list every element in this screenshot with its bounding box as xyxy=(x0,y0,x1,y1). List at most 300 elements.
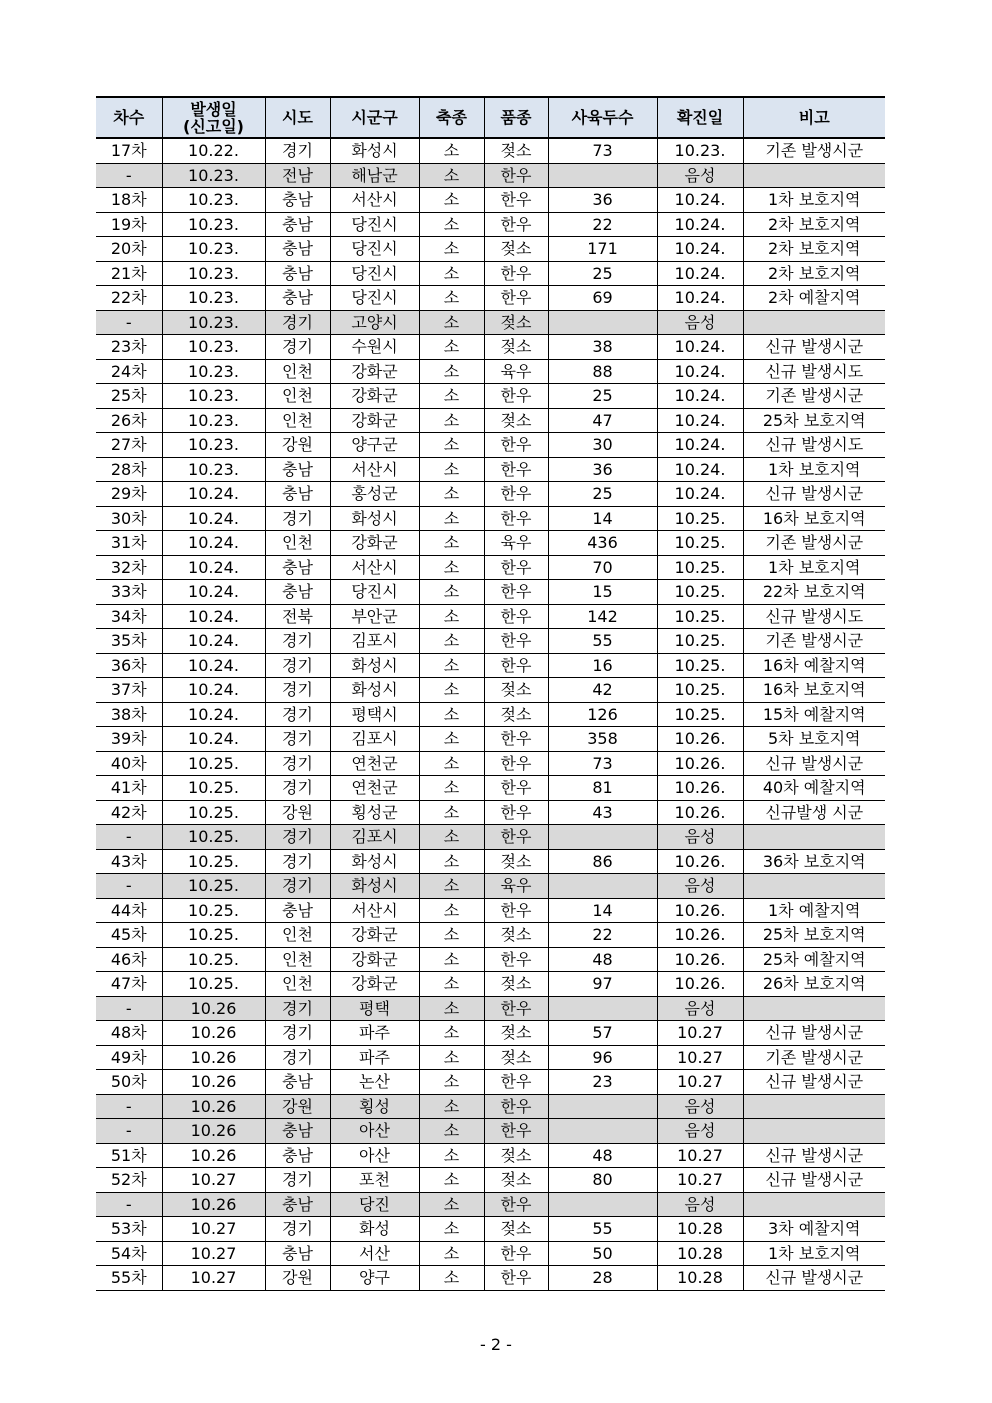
cell-onset-date: 10.23. xyxy=(162,163,265,188)
cell-head-count xyxy=(548,1119,657,1144)
cell-breed: 젖소 xyxy=(484,923,548,948)
header-province: 시도 xyxy=(265,97,330,138)
cell-province: 충남 xyxy=(265,237,330,262)
cell-breed: 젖소 xyxy=(484,408,548,433)
cell-head-count: 81 xyxy=(548,776,657,801)
cell-onset-date: 10.25. xyxy=(162,947,265,972)
cell-round: 44차 xyxy=(96,898,162,923)
cell-onset-date: 10.24. xyxy=(162,678,265,703)
cell-district: 당진시 xyxy=(330,237,419,262)
cell-confirm-date: 음성 xyxy=(657,874,743,899)
cell-breed: 젖소 xyxy=(484,1021,548,1046)
cell-breed: 한우 xyxy=(484,457,548,482)
header-onset-date: 발생일 (신고일) xyxy=(162,97,265,138)
cell-round: 50차 xyxy=(96,1070,162,1095)
cell-district: 논산 xyxy=(330,1070,419,1095)
cell-remarks: 신규 발생시군 xyxy=(743,482,885,507)
cell-remarks: 1차 보호지역 xyxy=(743,188,885,213)
cell-breed: 육우 xyxy=(484,359,548,384)
table-row xyxy=(96,188,885,213)
cell-onset-date: 10.26 xyxy=(162,1143,265,1168)
cell-district: 화성 xyxy=(330,1217,419,1242)
cell-species: 소 xyxy=(419,1217,484,1242)
cell-confirm-date: 10.25. xyxy=(657,653,743,678)
table-row xyxy=(96,996,885,1021)
cell-species: 소 xyxy=(419,555,484,580)
cell-species: 소 xyxy=(419,1021,484,1046)
cell-head-count: 48 xyxy=(548,947,657,972)
cell-onset-date: 10.24. xyxy=(162,482,265,507)
cell-breed: 젖소 xyxy=(484,237,548,262)
cell-species: 소 xyxy=(419,972,484,997)
table-body xyxy=(96,138,885,1290)
cell-onset-date: 10.23. xyxy=(162,384,265,409)
cell-round: 45차 xyxy=(96,923,162,948)
cell-head-count: 358 xyxy=(548,727,657,752)
cell-onset-date: 10.25. xyxy=(162,923,265,948)
cell-province: 충남 xyxy=(265,580,330,605)
cell-head-count: 171 xyxy=(548,237,657,262)
cell-head-count xyxy=(548,310,657,335)
cell-head-count: 73 xyxy=(548,751,657,776)
cell-confirm-date: 10.26. xyxy=(657,727,743,752)
cell-species: 소 xyxy=(419,433,484,458)
cell-breed: 한우 xyxy=(484,604,548,629)
cell-province: 경기 xyxy=(265,506,330,531)
cell-confirm-date: 10.24. xyxy=(657,261,743,286)
cell-district: 강화군 xyxy=(330,531,419,556)
cell-breed: 한우 xyxy=(484,751,548,776)
cell-breed: 한우 xyxy=(484,947,548,972)
cell-head-count xyxy=(548,1094,657,1119)
cell-confirm-date: 10.25. xyxy=(657,506,743,531)
cell-round: 36차 xyxy=(96,653,162,678)
table-row xyxy=(96,1192,885,1217)
cell-confirm-date: 10.25. xyxy=(657,555,743,580)
table-row xyxy=(96,1070,885,1095)
cell-confirm-date: 10.26. xyxy=(657,849,743,874)
cell-head-count: 55 xyxy=(548,629,657,654)
cell-species: 소 xyxy=(419,1168,484,1193)
cell-round: 21차 xyxy=(96,261,162,286)
header-species: 축종 xyxy=(419,97,484,138)
cell-confirm-date: 음성 xyxy=(657,310,743,335)
cell-breed: 젖소 xyxy=(484,1143,548,1168)
header-remarks: 비고 xyxy=(743,97,885,138)
table-row xyxy=(96,1045,885,1070)
cell-province: 경기 xyxy=(265,727,330,752)
cell-province: 강원 xyxy=(265,1266,330,1291)
cell-breed: 한우 xyxy=(484,629,548,654)
cell-head-count: 14 xyxy=(548,506,657,531)
cell-round: 37차 xyxy=(96,678,162,703)
cell-province: 충남 xyxy=(265,188,330,213)
cell-confirm-date: 10.26. xyxy=(657,776,743,801)
table-row xyxy=(96,1217,885,1242)
cell-species: 소 xyxy=(419,237,484,262)
cell-remarks: 1차 보호지역 xyxy=(743,555,885,580)
cell-onset-date: 10.26 xyxy=(162,1119,265,1144)
cell-remarks: 16차 보호지역 xyxy=(743,678,885,703)
cell-round: 32차 xyxy=(96,555,162,580)
cell-onset-date: 10.26 xyxy=(162,1045,265,1070)
cell-district: 화성시 xyxy=(330,678,419,703)
cell-district: 김포시 xyxy=(330,825,419,850)
cell-remarks: 2차 보호지역 xyxy=(743,237,885,262)
cell-district: 연천군 xyxy=(330,776,419,801)
cell-remarks xyxy=(743,874,885,899)
cell-remarks: 1차 예찰지역 xyxy=(743,898,885,923)
cell-province: 강원 xyxy=(265,800,330,825)
cell-species: 소 xyxy=(419,261,484,286)
cell-district: 홍성군 xyxy=(330,482,419,507)
cell-confirm-date: 10.24. xyxy=(657,359,743,384)
cell-district: 당진시 xyxy=(330,261,419,286)
cell-species: 소 xyxy=(419,359,484,384)
cell-remarks: 16차 보호지역 xyxy=(743,506,885,531)
cell-round: 52차 xyxy=(96,1168,162,1193)
cell-district: 평택 xyxy=(330,996,419,1021)
outbreak-table xyxy=(96,96,885,1291)
cell-province: 충남 xyxy=(265,1192,330,1217)
cell-remarks xyxy=(743,825,885,850)
cell-onset-date: 10.25. xyxy=(162,825,265,850)
cell-round: 20차 xyxy=(96,237,162,262)
cell-remarks xyxy=(743,163,885,188)
cell-round: - xyxy=(96,1094,162,1119)
cell-remarks: 신규 발생시군 xyxy=(743,1266,885,1291)
cell-round: 27차 xyxy=(96,433,162,458)
cell-round: 41차 xyxy=(96,776,162,801)
cell-onset-date: 10.24. xyxy=(162,531,265,556)
cell-province: 충남 xyxy=(265,1119,330,1144)
cell-district: 연천군 xyxy=(330,751,419,776)
cell-remarks: 25차 보호지역 xyxy=(743,923,885,948)
cell-breed: 한우 xyxy=(484,1070,548,1095)
table-row xyxy=(96,1094,885,1119)
cell-confirm-date: 10.23. xyxy=(657,138,743,163)
cell-province: 경기 xyxy=(265,776,330,801)
cell-confirm-date: 10.25. xyxy=(657,580,743,605)
table-row xyxy=(96,335,885,360)
cell-province: 충남 xyxy=(265,261,330,286)
cell-remarks: 신규 발생시도 xyxy=(743,359,885,384)
cell-onset-date: 10.25. xyxy=(162,776,265,801)
table-row xyxy=(96,923,885,948)
cell-breed: 한우 xyxy=(484,898,548,923)
cell-round: 35차 xyxy=(96,629,162,654)
table-row xyxy=(96,138,885,163)
cell-remarks: 신규 발생시군 xyxy=(743,1143,885,1168)
cell-species: 소 xyxy=(419,923,484,948)
cell-remarks: 신규 발생시군 xyxy=(743,1168,885,1193)
cell-breed: 젖소 xyxy=(484,310,548,335)
cell-head-count: 25 xyxy=(548,384,657,409)
cell-head-count: 86 xyxy=(548,849,657,874)
cell-head-count: 97 xyxy=(548,972,657,997)
cell-district: 포천 xyxy=(330,1168,419,1193)
cell-head-count: 55 xyxy=(548,1217,657,1242)
cell-district: 횡성군 xyxy=(330,800,419,825)
cell-confirm-date: 음성 xyxy=(657,1119,743,1144)
cell-province: 충남 xyxy=(265,898,330,923)
cell-remarks: 2차 보호지역 xyxy=(743,261,885,286)
table-row xyxy=(96,212,885,237)
cell-province: 강원 xyxy=(265,1094,330,1119)
cell-confirm-date: 10.27 xyxy=(657,1021,743,1046)
table-row xyxy=(96,653,885,678)
cell-province: 충남 xyxy=(265,212,330,237)
table-row xyxy=(96,359,885,384)
cell-round: 31차 xyxy=(96,531,162,556)
cell-confirm-date: 10.24. xyxy=(657,212,743,237)
cell-head-count: 25 xyxy=(548,261,657,286)
table-row xyxy=(96,947,885,972)
cell-onset-date: 10.22. xyxy=(162,138,265,163)
cell-province: 경기 xyxy=(265,849,330,874)
cell-onset-date: 10.25. xyxy=(162,849,265,874)
cell-province: 경기 xyxy=(265,1168,330,1193)
table-row xyxy=(96,433,885,458)
cell-confirm-date: 10.26. xyxy=(657,751,743,776)
table-row xyxy=(96,237,885,262)
cell-confirm-date: 10.28 xyxy=(657,1217,743,1242)
cell-head-count: 126 xyxy=(548,702,657,727)
cell-province: 경기 xyxy=(265,335,330,360)
cell-confirm-date: 10.27 xyxy=(657,1143,743,1168)
cell-head-count: 48 xyxy=(548,1143,657,1168)
cell-breed: 한우 xyxy=(484,188,548,213)
cell-breed: 한우 xyxy=(484,1094,548,1119)
cell-head-count xyxy=(548,996,657,1021)
cell-remarks: 2차 예찰지역 xyxy=(743,286,885,311)
cell-district: 화성시 xyxy=(330,874,419,899)
cell-district: 파주 xyxy=(330,1045,419,1070)
cell-species: 소 xyxy=(419,286,484,311)
cell-province: 인천 xyxy=(265,923,330,948)
cell-confirm-date: 음성 xyxy=(657,1192,743,1217)
cell-remarks xyxy=(743,1094,885,1119)
cell-breed: 한우 xyxy=(484,1266,548,1291)
table-row xyxy=(96,1266,885,1291)
cell-confirm-date: 10.26. xyxy=(657,898,743,923)
table-row xyxy=(96,384,885,409)
cell-confirm-date: 음성 xyxy=(657,163,743,188)
cell-remarks: 40차 예찰지역 xyxy=(743,776,885,801)
cell-round: 39차 xyxy=(96,727,162,752)
cell-province: 충남 xyxy=(265,1241,330,1266)
cell-round: 34차 xyxy=(96,604,162,629)
cell-confirm-date: 10.24. xyxy=(657,433,743,458)
cell-confirm-date: 10.24. xyxy=(657,482,743,507)
cell-species: 소 xyxy=(419,1119,484,1144)
cell-district: 서산 xyxy=(330,1241,419,1266)
cell-round: - xyxy=(96,874,162,899)
cell-onset-date: 10.27 xyxy=(162,1168,265,1193)
cell-breed: 한우 xyxy=(484,653,548,678)
cell-head-count: 142 xyxy=(548,604,657,629)
cell-round: 30차 xyxy=(96,506,162,531)
cell-remarks: 26차 보호지역 xyxy=(743,972,885,997)
cell-district: 강화군 xyxy=(330,947,419,972)
cell-district: 부안군 xyxy=(330,604,419,629)
table-row xyxy=(96,163,885,188)
cell-breed: 한우 xyxy=(484,580,548,605)
cell-head-count: 70 xyxy=(548,555,657,580)
cell-province: 전북 xyxy=(265,604,330,629)
cell-head-count: 69 xyxy=(548,286,657,311)
cell-breed: 젖소 xyxy=(484,1168,548,1193)
cell-head-count: 88 xyxy=(548,359,657,384)
cell-remarks: 3차 예찰지역 xyxy=(743,1217,885,1242)
cell-species: 소 xyxy=(419,996,484,1021)
cell-species: 소 xyxy=(419,138,484,163)
cell-breed: 젖소 xyxy=(484,335,548,360)
cell-onset-date: 10.25. xyxy=(162,874,265,899)
cell-species: 소 xyxy=(419,1241,484,1266)
cell-head-count: 15 xyxy=(548,580,657,605)
cell-district: 양구군 xyxy=(330,433,419,458)
cell-species: 소 xyxy=(419,580,484,605)
cell-remarks: 신규발생 시군 xyxy=(743,800,885,825)
cell-confirm-date: 10.25. xyxy=(657,702,743,727)
cell-district: 해남군 xyxy=(330,163,419,188)
cell-round: 42차 xyxy=(96,800,162,825)
cell-remarks: 16차 예찰지역 xyxy=(743,653,885,678)
cell-province: 충남 xyxy=(265,1070,330,1095)
table-row xyxy=(96,702,885,727)
cell-species: 소 xyxy=(419,898,484,923)
header-head-count: 사육두수 xyxy=(548,97,657,138)
cell-head-count: 36 xyxy=(548,188,657,213)
cell-district: 고양시 xyxy=(330,310,419,335)
cell-species: 소 xyxy=(419,604,484,629)
cell-remarks: 1차 보호지역 xyxy=(743,457,885,482)
cell-district: 수원시 xyxy=(330,335,419,360)
cell-head-count: 47 xyxy=(548,408,657,433)
cell-head-count: 57 xyxy=(548,1021,657,1046)
table-row xyxy=(96,506,885,531)
table-row xyxy=(96,1143,885,1168)
cell-onset-date: 10.23. xyxy=(162,188,265,213)
cell-head-count xyxy=(548,1192,657,1217)
cell-district: 서산시 xyxy=(330,188,419,213)
cell-head-count: 36 xyxy=(548,457,657,482)
cell-head-count: 30 xyxy=(548,433,657,458)
cell-district: 양구 xyxy=(330,1266,419,1291)
cell-breed: 한우 xyxy=(484,825,548,850)
cell-remarks xyxy=(743,1192,885,1217)
cell-species: 소 xyxy=(419,384,484,409)
cell-head-count: 28 xyxy=(548,1266,657,1291)
cell-onset-date: 10.24. xyxy=(162,653,265,678)
cell-onset-date: 10.26 xyxy=(162,1094,265,1119)
header-round: 차수 xyxy=(96,97,162,138)
cell-head-count: 42 xyxy=(548,678,657,703)
cell-onset-date: 10.27 xyxy=(162,1266,265,1291)
cell-district: 강화군 xyxy=(330,972,419,997)
table-row xyxy=(96,310,885,335)
cell-onset-date: 10.23. xyxy=(162,310,265,335)
table-row xyxy=(96,751,885,776)
cell-confirm-date: 10.26. xyxy=(657,923,743,948)
cell-head-count xyxy=(548,825,657,850)
cell-round: 22차 xyxy=(96,286,162,311)
cell-species: 소 xyxy=(419,776,484,801)
cell-onset-date: 10.23. xyxy=(162,335,265,360)
cell-species: 소 xyxy=(419,1143,484,1168)
cell-province: 인천 xyxy=(265,408,330,433)
cell-species: 소 xyxy=(419,335,484,360)
cell-district: 서산시 xyxy=(330,898,419,923)
cell-remarks: 36차 보호지역 xyxy=(743,849,885,874)
cell-species: 소 xyxy=(419,629,484,654)
cell-round: - xyxy=(96,1119,162,1144)
cell-round: - xyxy=(96,310,162,335)
cell-confirm-date: 10.24. xyxy=(657,384,743,409)
cell-district: 서산시 xyxy=(330,457,419,482)
cell-province: 경기 xyxy=(265,678,330,703)
cell-round: 23차 xyxy=(96,335,162,360)
cell-round: 51차 xyxy=(96,1143,162,1168)
cell-confirm-date: 10.26. xyxy=(657,972,743,997)
cell-province: 인천 xyxy=(265,384,330,409)
cell-province: 인천 xyxy=(265,359,330,384)
cell-district: 평택시 xyxy=(330,702,419,727)
cell-breed: 한우 xyxy=(484,727,548,752)
cell-round: 43차 xyxy=(96,849,162,874)
cell-breed: 육우 xyxy=(484,531,548,556)
cell-onset-date: 10.23. xyxy=(162,261,265,286)
cell-breed: 한우 xyxy=(484,482,548,507)
cell-species: 소 xyxy=(419,212,484,237)
cell-species: 소 xyxy=(419,506,484,531)
cell-remarks: 신규 발생시군 xyxy=(743,751,885,776)
cell-remarks: 신규 발생시군 xyxy=(743,1021,885,1046)
cell-round: - xyxy=(96,163,162,188)
cell-round: - xyxy=(96,1192,162,1217)
cell-remarks: 기존 발생시군 xyxy=(743,384,885,409)
table-row xyxy=(96,678,885,703)
cell-province: 경기 xyxy=(265,702,330,727)
cell-district: 당진 xyxy=(330,1192,419,1217)
cell-species: 소 xyxy=(419,1045,484,1070)
cell-onset-date: 10.26 xyxy=(162,996,265,1021)
page-number: - 2 - xyxy=(480,1335,512,1354)
cell-round: 29차 xyxy=(96,482,162,507)
cell-province: 경기 xyxy=(265,1045,330,1070)
cell-round: 19차 xyxy=(96,212,162,237)
table-row xyxy=(96,1021,885,1046)
cell-onset-date: 10.25. xyxy=(162,800,265,825)
cell-species: 소 xyxy=(419,849,484,874)
table-row xyxy=(96,972,885,997)
cell-species: 소 xyxy=(419,1094,484,1119)
cell-head-count: 22 xyxy=(548,212,657,237)
cell-province: 충남 xyxy=(265,457,330,482)
cell-confirm-date: 10.25. xyxy=(657,629,743,654)
cell-onset-date: 10.23. xyxy=(162,433,265,458)
table-row xyxy=(96,261,885,286)
cell-remarks: 25차 예찰지역 xyxy=(743,947,885,972)
table-row xyxy=(96,825,885,850)
cell-district: 강화군 xyxy=(330,384,419,409)
table-row xyxy=(96,408,885,433)
table-row xyxy=(96,849,885,874)
cell-head-count: 14 xyxy=(548,898,657,923)
cell-confirm-date: 음성 xyxy=(657,825,743,850)
cell-round: 48차 xyxy=(96,1021,162,1046)
